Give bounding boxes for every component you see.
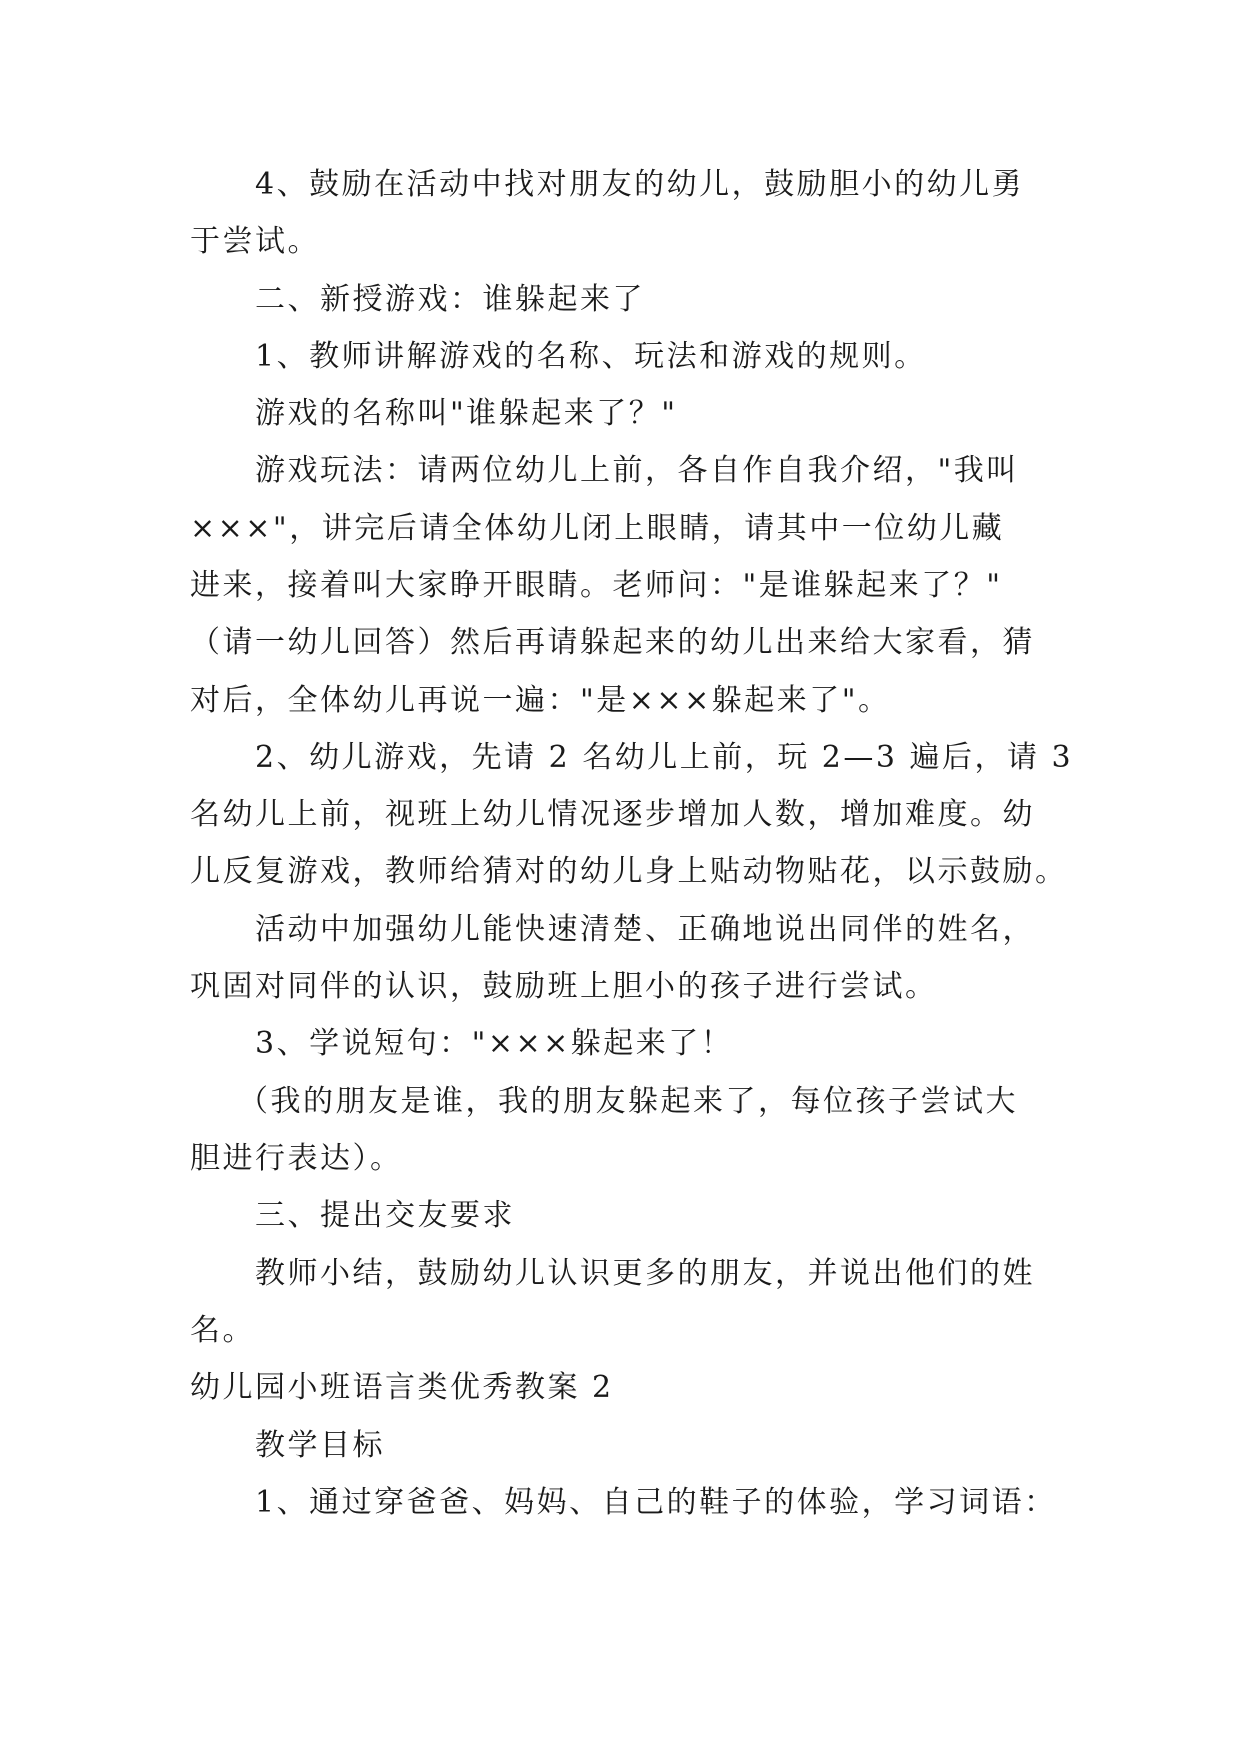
- paragraph-line: 名。: [190, 1313, 255, 1348]
- section-heading: 教学目标: [255, 1428, 385, 1463]
- section-heading: 三、提出交友要求: [255, 1198, 515, 1233]
- paragraph-line: 儿反复游戏，教师给猜对的幼儿身上贴动物贴花，以示鼓励。: [190, 854, 1068, 889]
- paragraph-line: 2、幼儿游戏，先请 2 名幼儿上前，玩 2—3 遍后，请 3: [255, 740, 1074, 775]
- paragraph-line: 于尝试。: [190, 224, 320, 259]
- paragraph-line: 对后，全体幼儿再说一遍："是×××躲起来了"。: [190, 683, 891, 718]
- paragraph-line: （请一幼儿回答）然后再请躲起来的幼儿出来给大家看，猜: [190, 625, 1035, 660]
- paragraph-line: 3、学说短句："×××躲起来了！: [255, 1026, 734, 1061]
- paragraph-line: 1、通过穿爸爸、妈妈、自己的鞋子的体验，学习词语：: [255, 1485, 1057, 1520]
- paragraph-line: 教师小结，鼓励幼儿认识更多的朋友，并说出他们的姓: [255, 1256, 1035, 1291]
- paragraph-line: （我的朋友是谁，我的朋友躲起来了，每位孩子尝试大: [238, 1084, 1018, 1119]
- paragraph-line: 胆进行表达）。: [190, 1141, 403, 1176]
- paragraph-line: 游戏玩法：请两位幼儿上前，各自作自我介绍，"我叫: [255, 453, 1019, 488]
- paragraph-line: 游戏的名称叫"谁躲起来了？": [255, 396, 678, 431]
- paragraph-line: 1、教师讲解游戏的名称、玩法和游戏的规则。: [255, 339, 927, 374]
- paragraph-line: 巩固对同伴的认识，鼓励班上胆小的孩子进行尝试。: [190, 969, 938, 1004]
- paragraph-line: 4、鼓励在活动中找对朋友的幼儿，鼓励胆小的幼儿勇: [255, 167, 1025, 202]
- paragraph-line: 活动中加强幼儿能快速清楚、正确地说出同伴的姓名，: [255, 912, 1035, 947]
- paragraph-line: 进来，接着叫大家睁开眼睛。老师问："是谁躲起来了？": [190, 568, 1003, 603]
- document-title: 幼儿园小班语言类优秀教案 2: [190, 1370, 614, 1405]
- section-heading: 二、新授游戏：谁躲起来了: [255, 282, 645, 317]
- paragraph-line: ×××"，讲完后请全体幼儿闭上眼睛，请其中一位幼儿藏: [190, 511, 1005, 546]
- paragraph-line: 名幼儿上前，视班上幼儿情况逐步增加人数，增加难度。幼: [190, 797, 1035, 832]
